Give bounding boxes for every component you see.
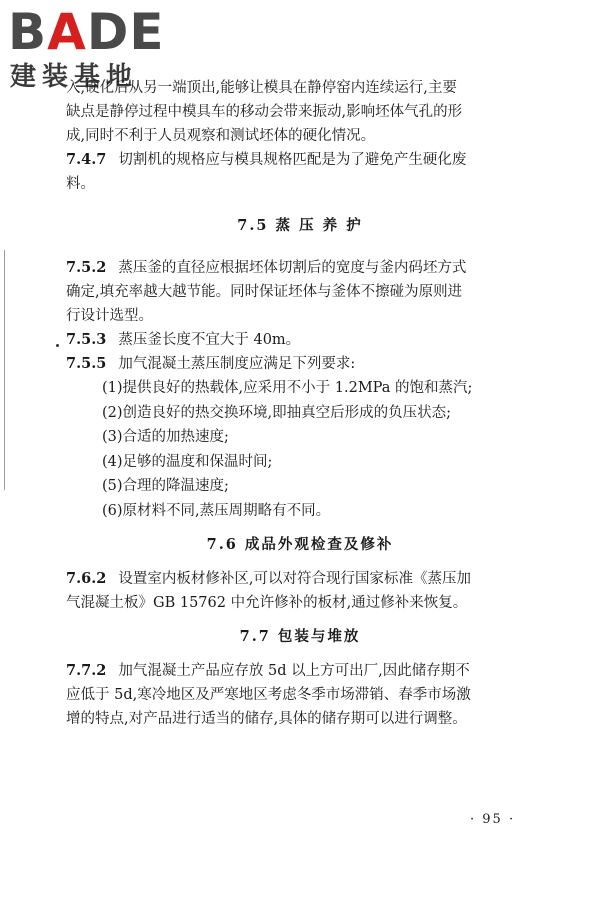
logo-wordmark: BADE bbox=[8, 3, 165, 61]
text-line: 应低于 5d,寒冷地区及严寒地区考虑冬季市场滞销、春季市场激 bbox=[66, 687, 471, 703]
text-line: 料。 bbox=[66, 176, 95, 192]
text-line: 缺点是静停过程中模具车的移动会带来振动,影响坯体气孔的形 bbox=[66, 104, 463, 120]
clause-number: 7.5.2 bbox=[66, 259, 107, 276]
page-number: · 95 · bbox=[470, 812, 516, 827]
text-line: 成,同时不利于人员观察和测试坯体的硬化情况。 bbox=[66, 128, 376, 144]
logo-subtitle: 建装基地 bbox=[10, 62, 139, 92]
clause-number: 7.5.5 bbox=[66, 355, 107, 372]
text-line: 行设计选型。 bbox=[66, 308, 153, 324]
logo-accent-letter: A bbox=[47, 3, 87, 61]
clause-7-7-2: 7.7.2 加气混凝土产品应存放 5d 以上方可出厂,因此储存期不 bbox=[66, 662, 470, 679]
clause-number: 7.5.3 bbox=[66, 331, 107, 348]
section-heading-7-5: 7.5 蒸 压 养 护 bbox=[237, 217, 363, 234]
document-body bbox=[0, 76, 600, 731]
clause-number: 7.7.2 bbox=[66, 662, 107, 679]
clause-7-4-7: 7.4.7 切割机的规格应与模具规格匹配是为了避免产生硬化废 bbox=[66, 151, 467, 168]
clause-number: 7.6.2 bbox=[66, 570, 107, 587]
clause-7-5-5: 7.5.5 加气混凝土蒸压制度应满足下列要求: bbox=[66, 355, 356, 372]
list-item: (4)足够的温度和保温时间; bbox=[102, 453, 273, 470]
section-heading-7-7: 7.7 包装与堆放 bbox=[239, 628, 361, 645]
clause-7-5-3: 7.5.3 蒸压釜长度不宜大于 40m。 bbox=[66, 331, 301, 348]
clause-7-6-2: 7.6.2 设置室内板材修补区,可以对符合现行国家标准《蒸压加 bbox=[66, 570, 471, 587]
text-line: 增的特点,对产品进行适当的储存,具体的储存期可以进行调整。 bbox=[66, 711, 467, 727]
list-item: (2)创造良好的热交换环境,即抽真空后形成的负压状态; bbox=[102, 404, 452, 421]
text-line: 确定,填充率越大越节能。同时保证坯体与釜体不擦碰为原则进 bbox=[66, 284, 463, 300]
section-heading-7-6: 7.6 成品外观检查及修补 bbox=[206, 536, 394, 553]
text-line: 入,硬化后从另一端顶出,能够让模具在静停窑内连续运行,主要 bbox=[66, 80, 457, 96]
list-item: (5)合理的降温速度; bbox=[102, 478, 229, 494]
list-item: (1)提供良好的热载体,应采用不小于 1.2MPa 的饱和蒸汽; bbox=[102, 380, 473, 396]
clause-number: 7.4.7 bbox=[66, 151, 107, 168]
list-item: (6)原材料不同,蒸压周期略有不同。 bbox=[102, 502, 331, 519]
list-item: (3)合适的加热速度; bbox=[102, 429, 229, 445]
clause-7-5-2: 7.5.2 蒸压釜的直径应根据坯体切割后的宽度与釜内码坯方式 bbox=[66, 259, 467, 276]
text-line: 气混凝土板》GB 15762 中允许修补的板材,通过修补来恢复。 bbox=[66, 595, 468, 611]
